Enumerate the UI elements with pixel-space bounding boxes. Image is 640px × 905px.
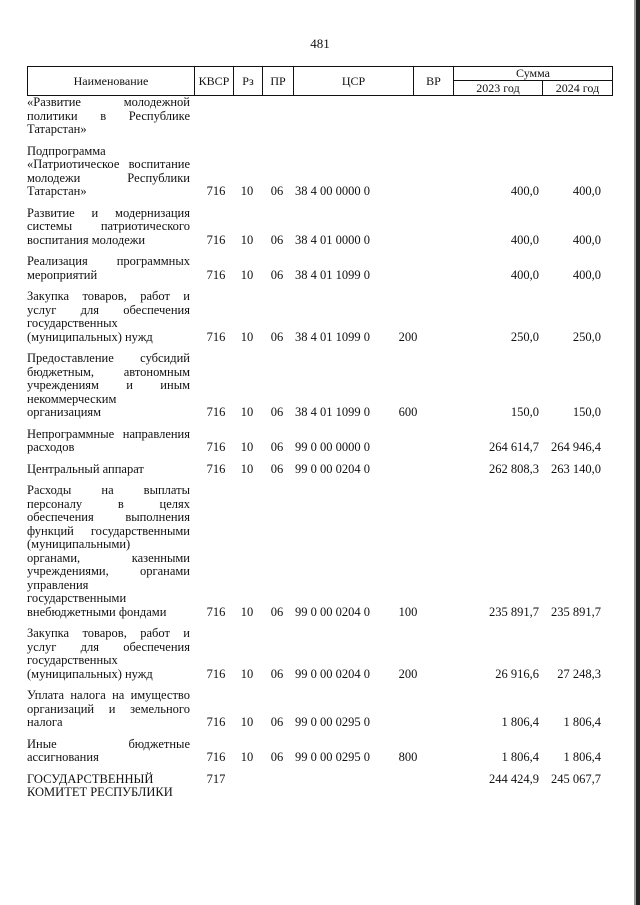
row-name-line: обеспечения выполнения: [27, 510, 190, 524]
row-name-line: организациям: [27, 405, 102, 419]
vr-cell: 200: [398, 666, 418, 681]
kvsr-cell: 716: [206, 267, 226, 282]
row-name-line: мероприятий: [27, 267, 98, 282]
rz-cell: 10: [240, 267, 254, 282]
kvsr-cell: 716: [206, 440, 226, 454]
sum-2024-cell: 400,0: [572, 267, 601, 282]
pr-cell: 06: [270, 666, 284, 681]
kvsr-cell: 716: [206, 232, 226, 247]
row-name: [27, 255, 190, 282]
sum-2024-cell: 235 891,7: [551, 604, 601, 619]
row-name-line: организаций и земельного: [27, 701, 190, 716]
kvsr-cell: 716: [206, 666, 226, 681]
table-row: [27, 689, 613, 730]
rz-cell: 10: [240, 604, 254, 619]
table-row: [27, 738, 613, 765]
rz-cell: 10: [240, 461, 254, 476]
row-name: [27, 484, 190, 619]
row-gap: [27, 137, 613, 145]
sum-2023-cell: 1 806,4: [501, 715, 539, 729]
row-name-line: системы патриотического: [27, 219, 190, 233]
csr-cell: 99 0 00 0295 0: [295, 750, 370, 764]
sum-2024-cell: 245 067,7: [551, 771, 601, 786]
sum-2023-cell: 400,0: [510, 184, 539, 198]
sum-2023-cell: 26 916,6: [495, 666, 539, 681]
header-vr: ВР: [414, 67, 454, 95]
row-name-line: «Развитие молодежной: [27, 95, 190, 109]
csr-cell: 38 4 01 1099 0: [295, 329, 370, 344]
sum-2024-cell: 250,0: [572, 329, 601, 344]
row-name-line: Непрограммные направления: [27, 426, 190, 441]
header-sum: Сумма: [454, 67, 612, 81]
vr-cell: 800: [398, 750, 418, 764]
table-row: [27, 773, 613, 800]
sum-2023-cell: 244 424,9: [489, 771, 539, 786]
pr-cell: 06: [270, 440, 284, 454]
pr-cell: 06: [270, 405, 284, 419]
row-name-line: (муниципальных) нужд: [27, 329, 153, 344]
row-name-line: Предоставление субсидий: [27, 351, 190, 365]
scan-edge: [636, 0, 640, 905]
row-name: [27, 290, 190, 344]
row-name: [27, 428, 190, 455]
csr-cell: 99 0 00 0204 0: [295, 604, 370, 619]
row-name-line: Подпрограмма: [27, 143, 106, 158]
row-name-line: органами, казенными: [27, 550, 190, 565]
row-name-line: (муниципальных) нужд: [27, 666, 153, 681]
table-row: [27, 627, 613, 681]
row-name-line: учреждениями, органами: [27, 564, 190, 578]
row-name-line: ассигнования: [27, 750, 99, 764]
row-name-line: (муниципальными): [27, 537, 131, 551]
kvsr-cell: 716: [206, 461, 226, 476]
row-name-line: Развитие и модернизация: [27, 205, 190, 220]
row-name-line: внебюджетными фондами: [27, 604, 167, 619]
row-name-line: персоналу в целях: [27, 496, 190, 511]
table-row: [27, 145, 613, 199]
kvsr-cell: 716: [206, 184, 226, 198]
row-name-line: Закупка товаров, работ и: [27, 289, 190, 303]
rz-cell: 10: [240, 440, 254, 454]
row-name: [27, 207, 190, 248]
row-name: [27, 627, 190, 681]
table-header: [27, 66, 613, 96]
header-kvsr: КВСР: [195, 67, 234, 95]
header-name: Наименование: [28, 67, 195, 95]
vr-cell: 200: [398, 329, 418, 344]
kvsr-cell: 717: [206, 771, 226, 786]
sum-2023-cell: 250,0: [510, 329, 539, 344]
rz-cell: 10: [240, 715, 254, 729]
pr-cell: 06: [270, 461, 284, 476]
row-name-line: Уплата налога на имущество: [27, 688, 190, 702]
table-row: [27, 428, 613, 455]
header-year-2023: 2023 год: [454, 81, 543, 95]
sum-2023-cell: 400,0: [510, 267, 539, 282]
row-name-line: управления: [27, 577, 89, 592]
table-body: [27, 96, 613, 808]
csr-cell: 38 4 01 1099 0: [295, 405, 370, 419]
kvsr-cell: 716: [206, 405, 226, 419]
csr-cell: 38 4 00 0000 0: [295, 184, 370, 198]
vr-cell: 600: [398, 405, 418, 419]
row-name-line: Закупка товаров, работ и: [27, 626, 190, 640]
row-name-line: бюджетным, автономным: [27, 364, 190, 379]
sum-2024-cell: 1 806,4: [563, 715, 601, 729]
row-name-line: Татарстан»: [27, 184, 87, 198]
rz-cell: 10: [240, 184, 254, 198]
csr-cell: 99 0 00 0295 0: [295, 715, 370, 729]
row-gap: [27, 800, 613, 808]
row-name-line: «Патриотическое воспитание: [27, 157, 190, 171]
sum-2023-cell: 264 614,7: [489, 440, 539, 454]
row-name-line: расходов: [27, 440, 75, 454]
kvsr-cell: 716: [206, 604, 226, 619]
pr-cell: 06: [270, 604, 284, 619]
row-name-line: Расходы на выплаты: [27, 483, 190, 497]
table-row: [27, 96, 613, 137]
row-name-line: учреждениям и иным: [27, 378, 190, 392]
table-row: [27, 207, 613, 248]
sum-2023-cell: 150,0: [510, 405, 539, 419]
row-name-line: Татарстан»: [27, 122, 87, 136]
row-name: [27, 738, 190, 765]
row-name-line: Центральный аппарат: [27, 461, 144, 476]
sum-2023-cell: 262 808,3: [489, 461, 539, 476]
row-name-line: некоммерческим: [27, 391, 117, 406]
sum-2024-cell: 27 248,3: [557, 666, 601, 681]
pr-cell: 06: [270, 750, 284, 764]
sum-2024-cell: 400,0: [572, 184, 601, 198]
csr-cell: 99 0 00 0000 0: [295, 440, 370, 454]
kvsr-cell: 716: [206, 715, 226, 729]
row-name: [27, 352, 190, 420]
row-name-line: государственных: [27, 653, 118, 667]
table-row: [27, 463, 613, 477]
row-name-line: Реализация программных: [27, 254, 190, 268]
pr-cell: 06: [270, 232, 284, 247]
row-name-line: услуг для обеспечения: [27, 302, 190, 317]
csr-cell: 99 0 00 0204 0: [295, 461, 370, 476]
csr-cell: 38 4 01 1099 0: [295, 267, 370, 282]
row-name: [27, 689, 190, 730]
table-row: [27, 352, 613, 420]
sum-2023-cell: 1 806,4: [501, 750, 539, 764]
sum-2024-cell: 150,0: [572, 405, 601, 419]
header-pr: ПР: [263, 67, 294, 95]
sum-2024-cell: 264 946,4: [551, 440, 601, 454]
sum-2023-cell: 235 891,7: [489, 604, 539, 619]
row-name-line: государственными: [27, 591, 127, 605]
sum-2024-cell: 263 140,0: [551, 461, 601, 476]
pr-cell: 06: [270, 184, 284, 198]
vr-cell: 100: [398, 604, 418, 619]
row-name-line: функций государственными: [27, 523, 190, 538]
rz-cell: 10: [240, 750, 254, 764]
page-number: 481: [310, 36, 330, 51]
row-name: [27, 96, 190, 137]
header-rz: Рз: [234, 67, 263, 95]
row-name-line: воспитания молодежи: [27, 232, 146, 247]
row-name: [27, 463, 190, 477]
table-row: [27, 255, 613, 282]
table-row: [27, 290, 613, 344]
row-name-line: политики в Республике: [27, 108, 190, 123]
row-name-line: молодежи Республики: [27, 170, 190, 185]
header-csr: ЦСР: [294, 67, 414, 95]
rz-cell: 10: [240, 666, 254, 681]
pr-cell: 06: [270, 715, 284, 729]
sum-2024-cell: 400,0: [572, 232, 601, 247]
table-row: [27, 484, 613, 619]
kvsr-cell: 716: [206, 750, 226, 764]
row-name: [27, 145, 190, 199]
sum-2023-cell: 400,0: [510, 232, 539, 247]
rz-cell: 10: [240, 329, 254, 344]
rz-cell: 10: [240, 232, 254, 247]
kvsr-cell: 716: [206, 329, 226, 344]
row-name-line: ГОСУДАРСТВЕННЫЙ: [27, 771, 154, 786]
row-name-line: услуг для обеспечения: [27, 639, 190, 654]
pr-cell: 06: [270, 267, 284, 282]
rz-cell: 10: [240, 405, 254, 419]
csr-cell: 99 0 00 0204 0: [295, 666, 370, 681]
row-name-line: Иные бюджетные: [27, 736, 190, 751]
pr-cell: 06: [270, 329, 284, 344]
row-name-line: государственных: [27, 316, 118, 330]
csr-cell: 38 4 01 0000 0: [295, 232, 370, 247]
row-name: [27, 773, 190, 800]
row-name-line: налога: [27, 715, 63, 729]
sum-2024-cell: 1 806,4: [563, 750, 601, 764]
header-year-2024: 2024 год: [555, 80, 600, 95]
row-name-line: КОМИТЕТ РЕСПУБЛИКИ: [27, 785, 173, 799]
